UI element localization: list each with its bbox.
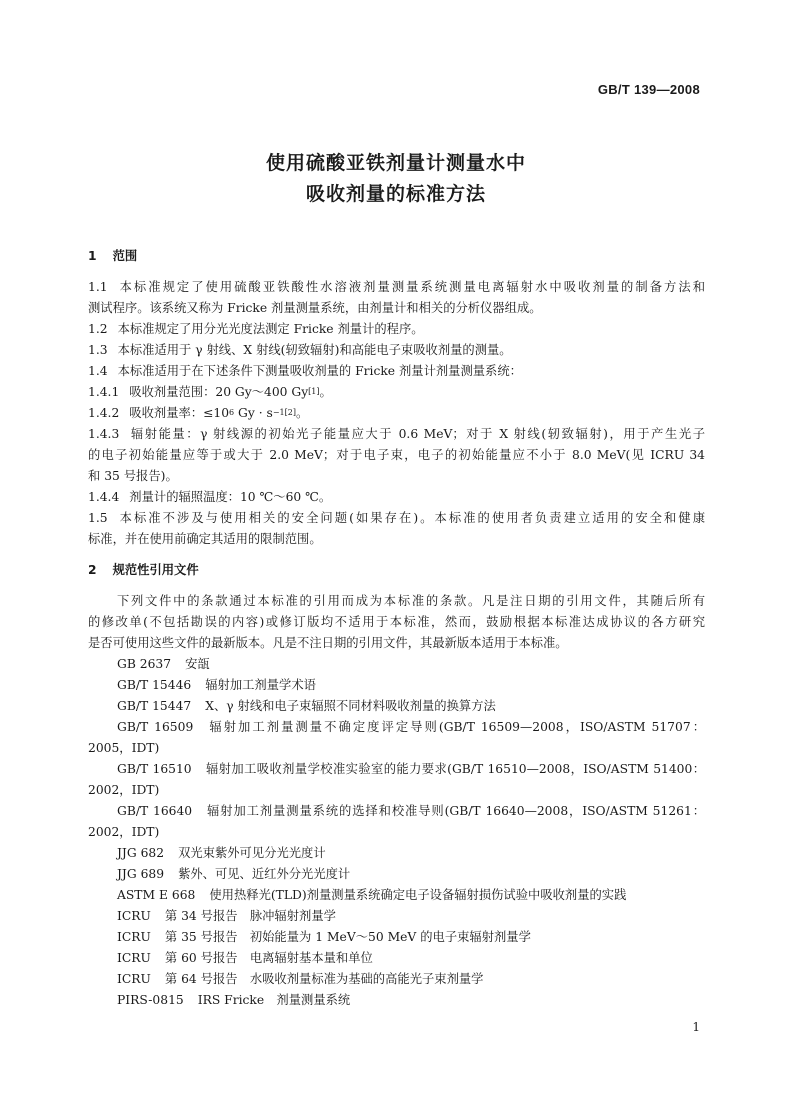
reference-mark: [1] (308, 387, 320, 396)
reference-item: GB/T 15446 辐射加工剂量学术语 (117, 678, 316, 692)
standard-code: GB/T 139—2008 (597, 82, 700, 97)
reference-item: ICRU 第 35 号报告 初始能量为 1 MeV～50 MeV 的电子束辐射剂量学 (117, 930, 531, 944)
reference-item: GB 2637 安瓿 (117, 657, 210, 671)
clause-1-3: 1.3 本标准适用于 γ 射线、X 射线(轫致辐射)和高能电子束吸收剂量的测量。 (88, 343, 512, 357)
reference-item: JJG 682 双光束紫外可见分光光度计 (117, 846, 326, 860)
reference-item: ICRU 第 64 号报告 水吸收剂量标准为基础的高能光子束剂量学 (117, 972, 484, 986)
page-number: 1 (692, 1020, 700, 1034)
clause-1-4-2: 1.4.2 吸收剂量率：$\le 10^6$ $Gy \cdot s^{-1[2]}$。 (88, 406, 309, 420)
document-body (88, 246, 705, 1011)
reference-item: JJG 689 紫外、可见、近红外分光光度计 (117, 867, 351, 881)
document-title (0, 148, 792, 210)
reference-item: GB/T 16509 辐射加工剂量测量不确定度评定导则(GB/T 16509—2008，ISO/ASTM 51707： 2005，IDT) (88, 720, 705, 755)
reference-item: PIRS-0815 IRS Fricke 剂量测量系统 (117, 993, 351, 1007)
reference-item: ASTM E 668 使用热释光(TLD)剂量测量系统确定电子设备辐射损伤试验中吸收剂量的实践 (117, 888, 627, 902)
clause-1-4: 1.4 本标准适用于在下述条件下测量吸收剂量的 Fricke 剂量计剂量测量系统： (88, 364, 522, 378)
reference-item: ICRU 第 60 号报告 电离辐射基本量和单位 (117, 951, 373, 965)
reference-item: GB/T 16510 辐射加工吸收剂量学校准实验室的能力要求(GB/T 16510—2008，ISO/ASTM 51400： 2002，IDT) (88, 762, 705, 797)
clause-1-4-1: 1.4.1 吸收剂量范围：20 Gy～400 Gy[1]。 (88, 385, 332, 399)
reference-item: GB/T 15447 X、γ 射线和电子束辐照不同材料吸收剂量的换算方法 (117, 699, 496, 713)
clause-1-2: 1.2 本标准规定了用分光光度法测定 Fricke 剂量计的程序。 (88, 322, 424, 336)
section-2-heading: 2 规范性引用文件 (88, 563, 199, 577)
title-line-1: 使用硫酸亚铁剂量计测量水中 (265, 152, 526, 174)
clause-1-1: 1.1 本标准规定了使用硫酸亚铁酸性水溶液剂量测量系统测量电离辐射水中吸收剂量的制备方法和 测试程序。该系统又称为 Fricke 剂量测量系统，由剂量计和相关的分析仪器组成。 (88, 280, 705, 315)
reference-item: ICRU 第 34 号报告 脉冲辐射剂量学 (117, 909, 336, 923)
clause-1-4-3: 1.4.3 辐射能量：γ 射线源的初始光子能量应大于 0.6 MeV；对于 X 射线(轫致辐射)，用于产生光子 的电子初始能量应等于或大于 2.0 MeV；对于电子束，电子的初始能量应不小于 8.0 MeV(见 ICRU 34 和 35 号报告)。 (88, 427, 705, 483)
section-1-heading: 1 范围 (88, 249, 138, 263)
clause-1-5: 1.5 本标准不涉及与使用相关的安全问题(如果存在)。本标准的使用者负责建立适用的安全和健康 标准，并在使用前确定其适用的限制范围。 (88, 511, 705, 546)
section-2-intro: 下列文件中的条款通过本标准的引用而成为本标准的条款。凡是注日期的引用文件，其随后所有 的修改单(不包括勘误的内容)或修订版均不适用于本标准，然而，鼓励根据本标准达成协议的各方研究 是否可使用这些文件的最新版本。凡是不注日期的引用文件，其最新版本适用于本标准。 (88, 594, 705, 650)
reference-mark: [2] (284, 408, 296, 417)
reference-item: GB/T 16640 辐射加工剂量测量系统的选择和校准导则(GB/T 16640—2008，ISO/ASTM 51261： 2002，IDT) (88, 804, 705, 839)
title-line-2: 吸收剂量的标准方法 (305, 183, 486, 205)
reference-list (88, 654, 705, 1011)
clause-1-4-4: 1.4.4 剂量计的辐照温度：10 ℃～60 ℃。 (88, 490, 332, 504)
